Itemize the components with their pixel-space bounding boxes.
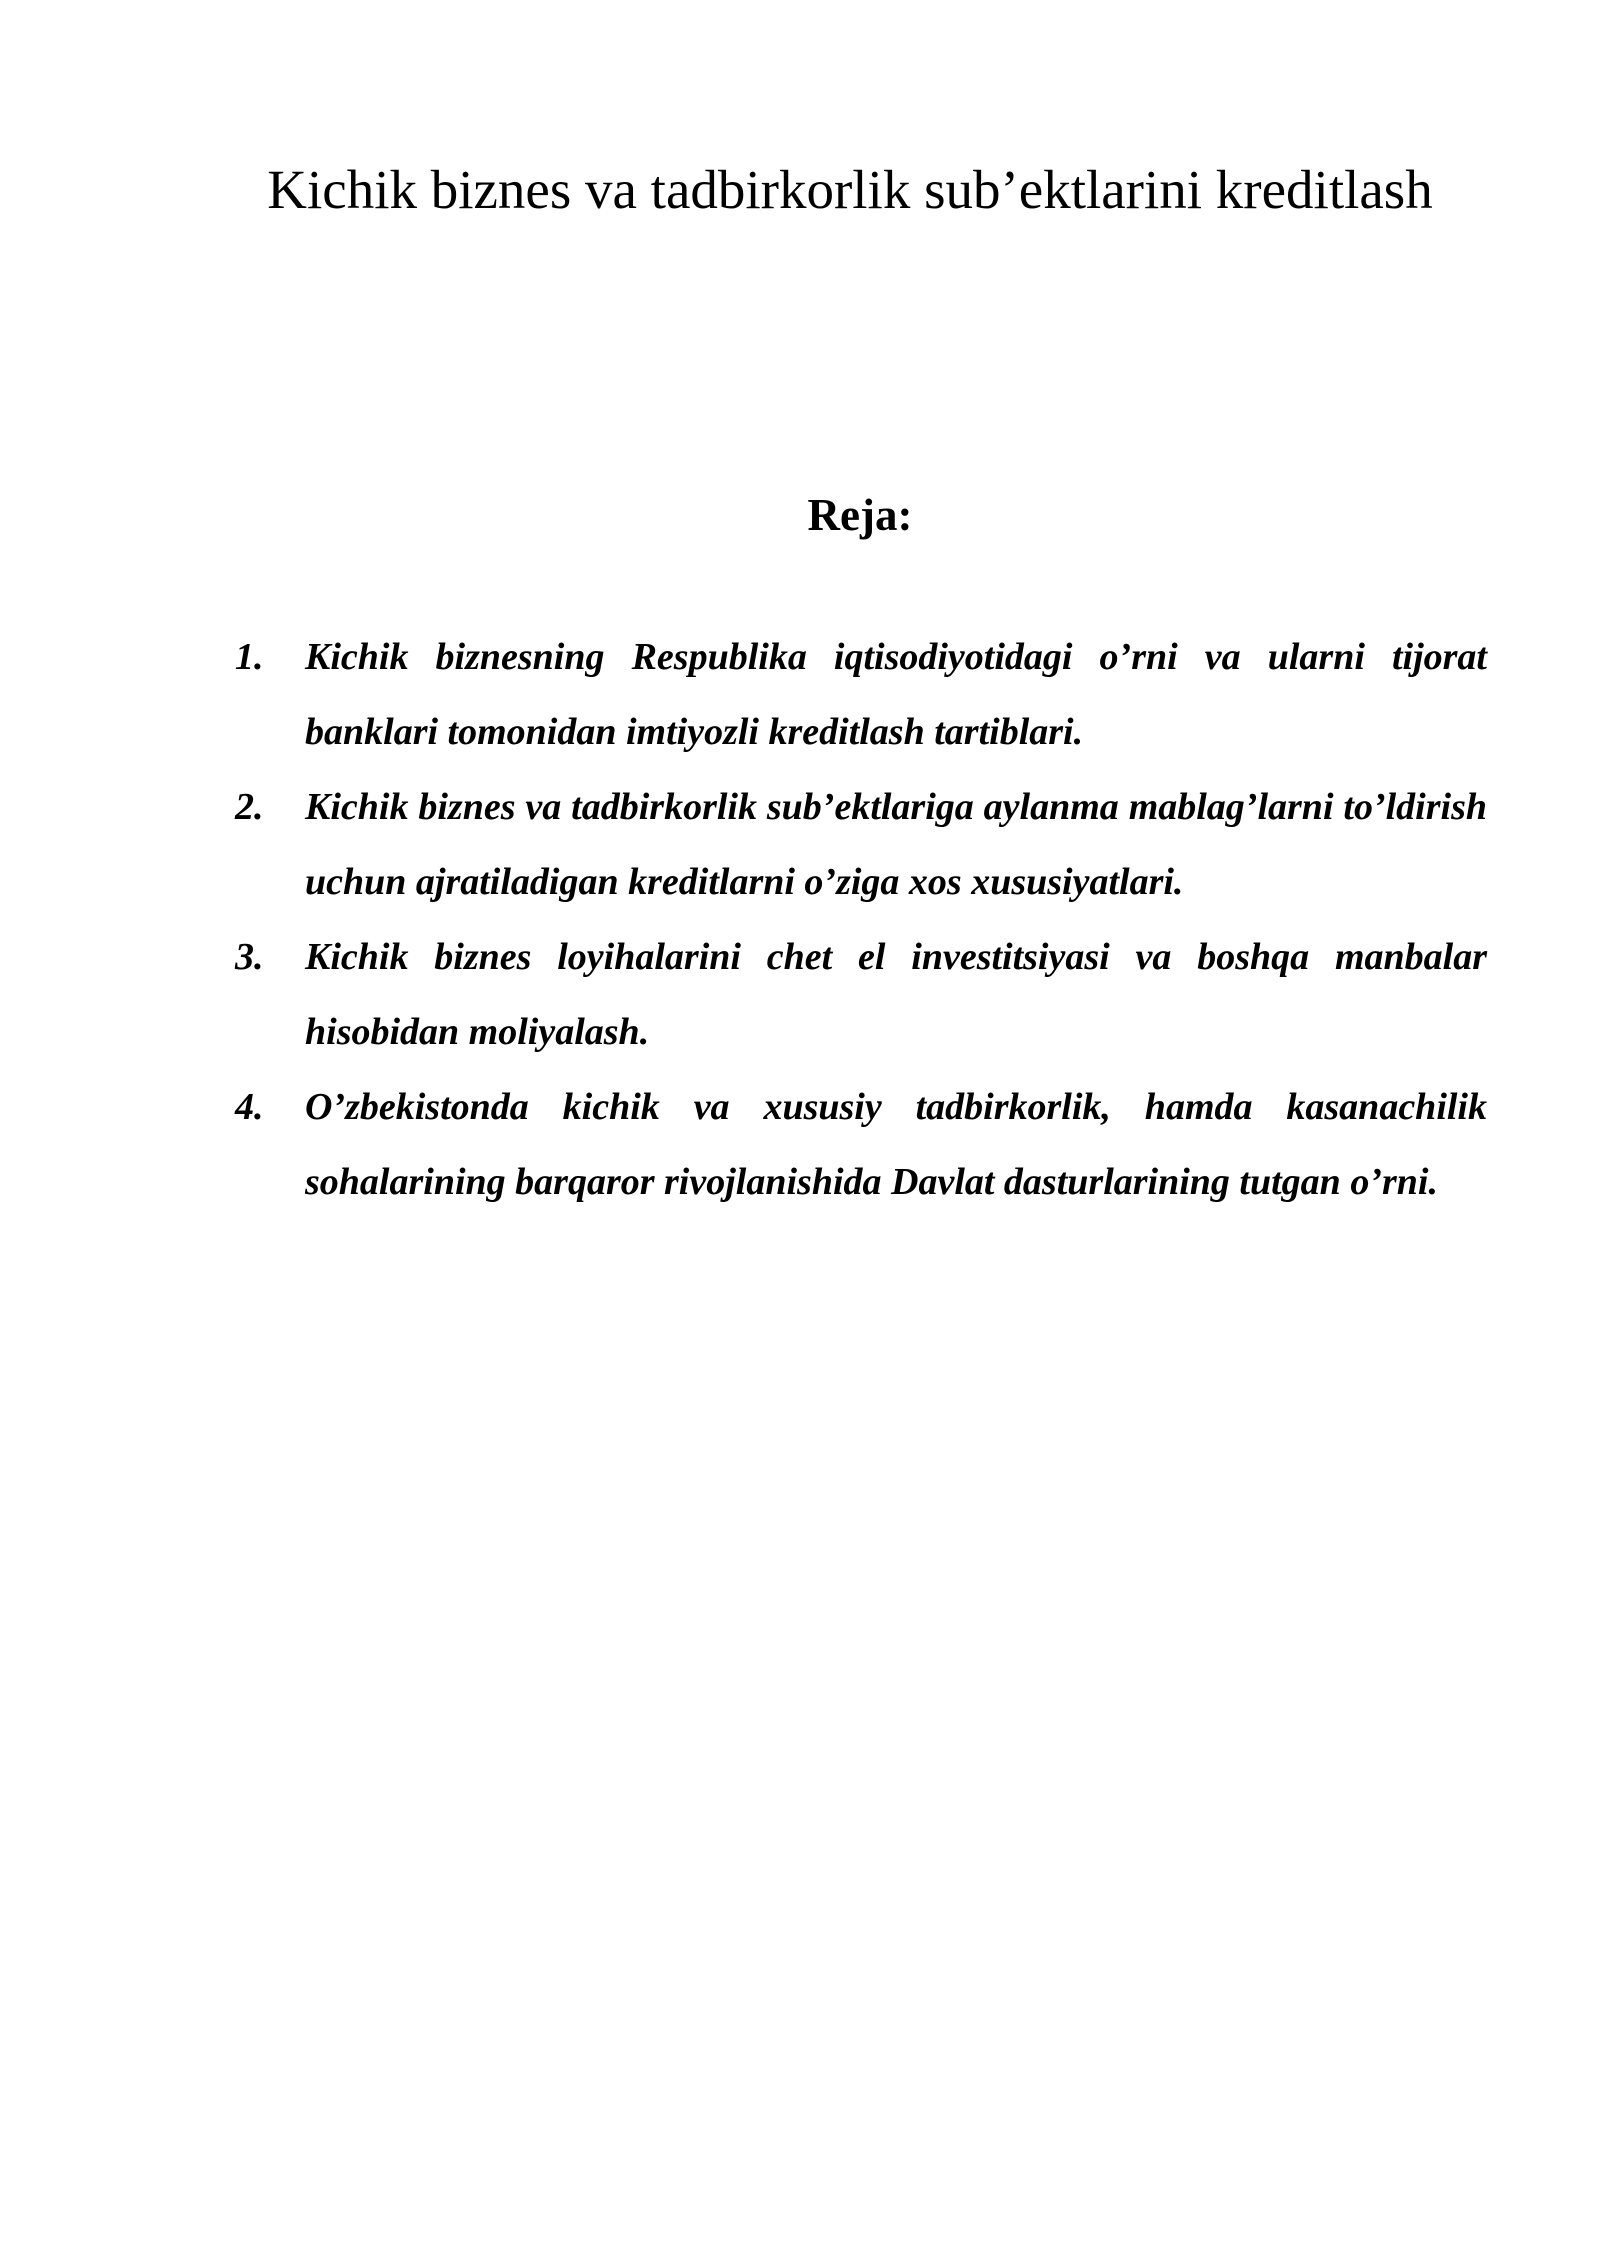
plan-item-3 — [235, 920, 1487, 1070]
plan-item-4 — [235, 1070, 1487, 1220]
document-title: Kichik biznes va tadbirkorlik sub’ektlarini kreditlash — [267, 159, 1433, 220]
plan-item-text: Kichik biznes va tadbirkorlik sub’ektlariga aylanma mablag’larni to’ldirish uchun ajratiladigan kreditlarni o’ziga xos xususiyatlari. — [305, 786, 1487, 903]
plan-item-number: 3. — [235, 936, 264, 978]
plan-item-number: 4. — [235, 1086, 264, 1128]
plan-item-number: 1. — [235, 636, 264, 678]
plan-item-text: Kichik biznesning Respublika iqtisodiyotidagi o’rni va ularni tijorat banklari tomonidan imtiyozli kreditlash tartiblari. — [305, 636, 1487, 753]
plan-list — [235, 620, 1487, 1220]
plan-heading: Reja: — [807, 490, 913, 540]
plan-item-1 — [235, 620, 1487, 770]
plan-item-number: 2. — [235, 786, 264, 828]
plan-item-text: Kichik biznes loyihalarini chet el investitsiyasi va boshqa manbalar hisobidan moliyalash. — [305, 936, 1487, 1053]
plan-item-2 — [235, 770, 1487, 920]
plan-item-text: O’zbekistonda kichik va xususiy tadbirkorlik, hamda kasanachilik sohalarining barqaror rivojlanishida Davlat dasturlarining tutgan o’rni. — [305, 1086, 1487, 1203]
